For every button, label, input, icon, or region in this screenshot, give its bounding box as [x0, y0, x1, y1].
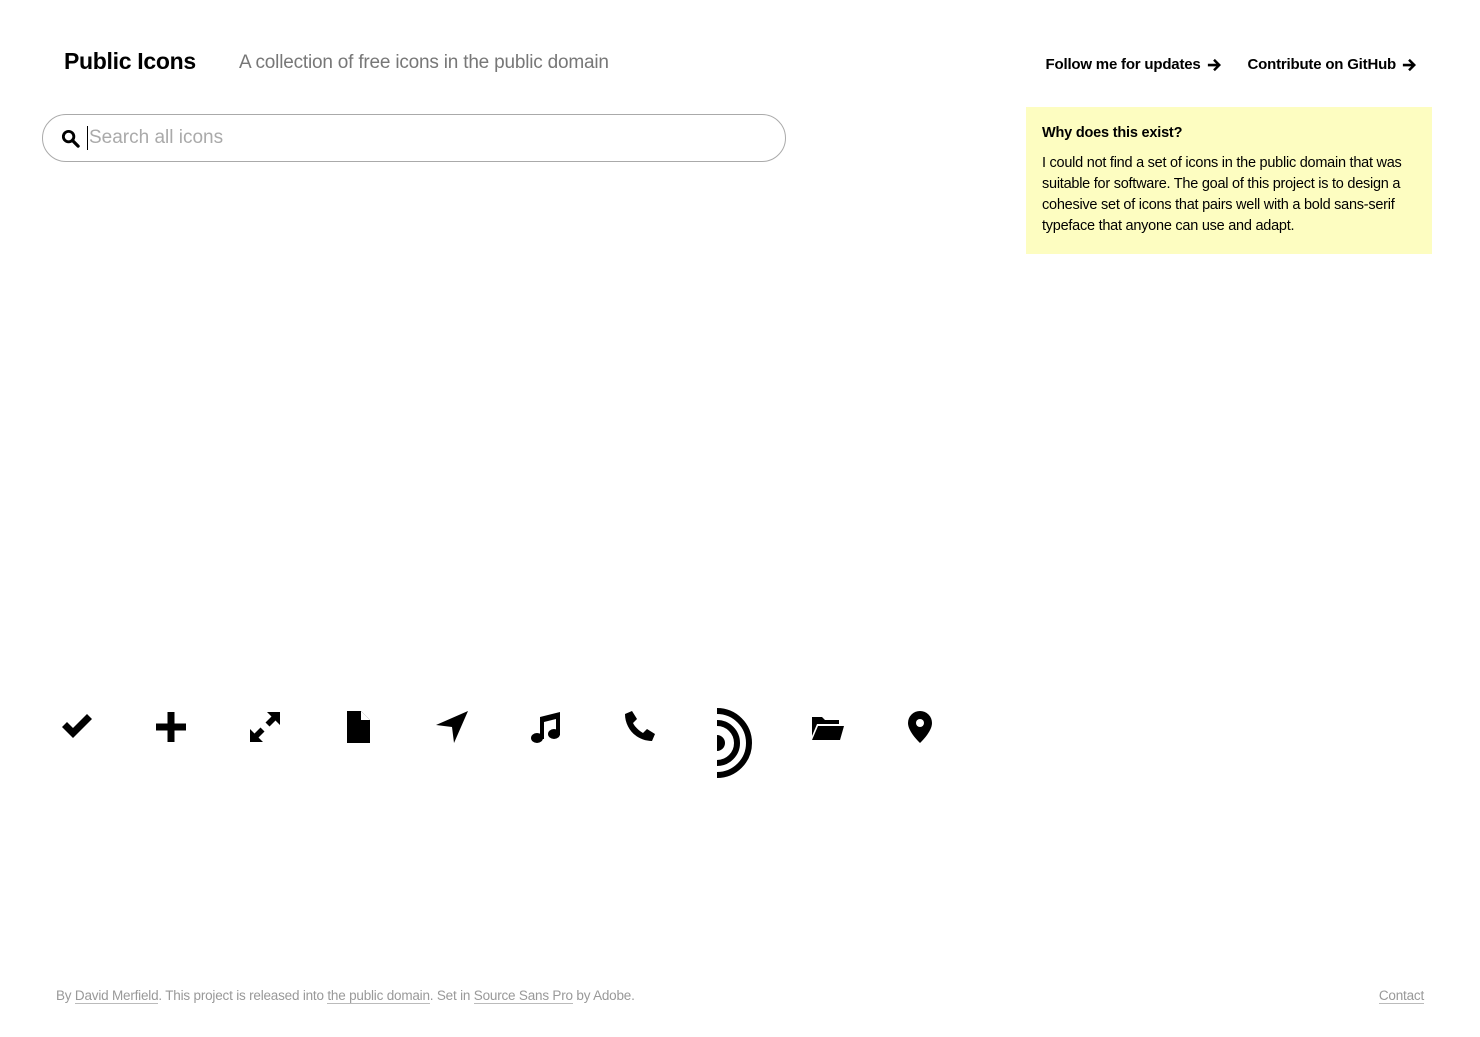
site-title[interactable]: Public Icons: [64, 48, 196, 74]
expand-icon[interactable]: [245, 707, 285, 747]
font-link[interactable]: Source Sans Pro: [473, 988, 573, 1003]
plus-icon[interactable]: [151, 707, 191, 747]
github-link[interactable]: [1248, 56, 1416, 73]
rss-icon[interactable]: [713, 707, 757, 779]
search-bar[interactable]: [42, 114, 786, 162]
search-input[interactable]: [89, 124, 769, 152]
arrow-right-icon: [1207, 58, 1221, 72]
check-icon[interactable]: [57, 707, 97, 747]
github-link-label: Contribute on GitHub: [1247, 56, 1396, 73]
phone-icon[interactable]: [619, 707, 659, 747]
author-link[interactable]: David Merfield: [74, 988, 159, 1003]
footer: [56, 988, 635, 1003]
music-icon[interactable]: [526, 707, 566, 747]
info-box: [1026, 107, 1432, 254]
public-domain-link[interactable]: the public domain: [327, 988, 430, 1003]
info-text: I could not find a set of icons in the public domain that was suitable for software. The goal of this project is to design a cohesive set of icons that pairs well with a bold sans-serif typeface that anyone can use and adapt.: [1042, 155, 1402, 234]
map-pin-icon[interactable]: [900, 707, 940, 747]
contact-link[interactable]: Contact: [1378, 988, 1424, 1003]
site-tagline: A collection of free icons in the public domain: [239, 52, 609, 73]
folder-open-icon[interactable]: [807, 707, 847, 747]
follow-link[interactable]: [1046, 56, 1221, 73]
footer-released: . This project is released into: [158, 988, 324, 1003]
footer-by-adobe: by Adobe.: [576, 988, 635, 1003]
search-icon: [61, 129, 80, 148]
top-links: [1046, 56, 1416, 73]
footer-set-in: . Set in: [429, 988, 471, 1003]
follow-link-label: Follow me for updates: [1045, 56, 1201, 73]
navigate-icon[interactable]: [432, 707, 472, 747]
info-heading: Why does this exist?: [1042, 125, 1183, 141]
arrow-right-icon: [1402, 58, 1416, 72]
file-icon[interactable]: [338, 707, 378, 747]
footer-by: By: [56, 988, 72, 1003]
text-caret: [87, 126, 88, 150]
